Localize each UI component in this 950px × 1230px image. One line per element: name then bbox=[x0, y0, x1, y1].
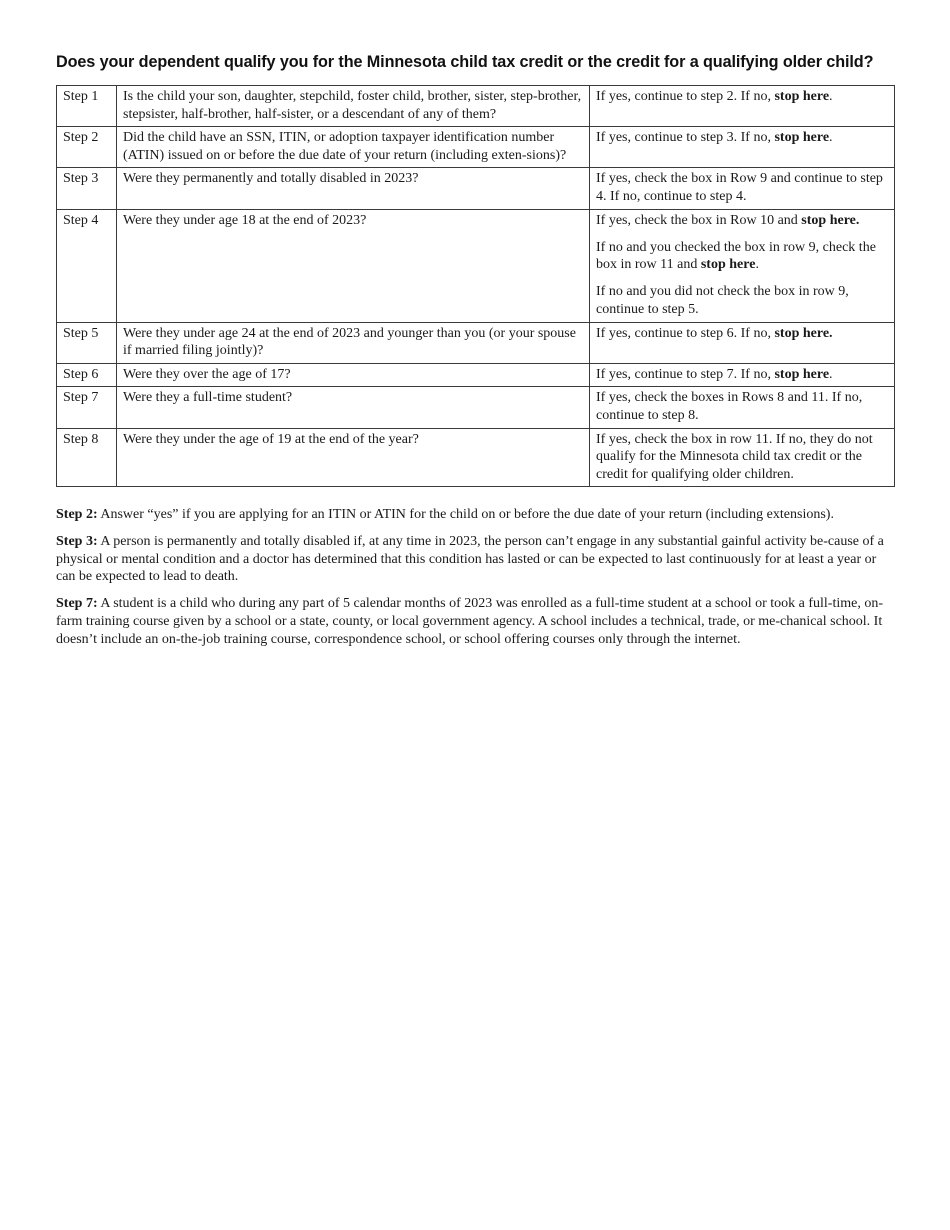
step-answer bbox=[590, 168, 895, 209]
step-notes bbox=[56, 506, 894, 658]
step-label: Step 4 bbox=[57, 209, 117, 322]
stop-here-text: stop here. bbox=[801, 212, 860, 228]
step-label: Step 1 bbox=[57, 86, 117, 127]
table-row bbox=[57, 86, 895, 127]
table-row bbox=[57, 322, 895, 363]
answer-text: If yes, continue to step 6. If no, bbox=[596, 325, 775, 341]
stop-here-text: stop here bbox=[774, 366, 830, 382]
step-note-label: Step 3: bbox=[56, 533, 98, 549]
answer-text: If yes, check the box in Row 10 and bbox=[596, 212, 802, 228]
step-note bbox=[56, 533, 894, 586]
step-question: Were they under age 24 at the end of 2023 and younger than you (or your spouse if married filing jointly)? bbox=[117, 322, 590, 363]
stop-here-text: stop here. bbox=[774, 325, 833, 341]
stop-here-text: stop here bbox=[774, 130, 830, 146]
step-question: Did the child have an SSN, ITIN, or adoption taxpayer identification number (ATIN) issued on or before the due date of your return (including exten-sions)? bbox=[117, 127, 590, 168]
step-question: Were they under the age of 19 at the end of the year? bbox=[117, 428, 590, 487]
step-answer bbox=[590, 127, 895, 168]
answer-paragraph bbox=[596, 366, 888, 384]
step-answer bbox=[590, 428, 895, 487]
step-label: Step 3 bbox=[57, 168, 117, 209]
answer-paragraph bbox=[596, 431, 888, 484]
table-row bbox=[57, 363, 895, 387]
step-note-text: A person is permanently and totally disabled if, at any time in 2023, the person can’t engage in any substantial gainful activity be-cause of a physical or mental condition and a doctor has determined that this condition has lasted or can be expected to last continuously for at least a year or can be expected to lead to death. bbox=[56, 533, 884, 585]
step-answer bbox=[590, 322, 895, 363]
answer-text: If no and you checked the box in row 9, check the box in row 11 and bbox=[596, 239, 876, 273]
step-answer bbox=[590, 363, 895, 387]
step-answer bbox=[590, 86, 895, 127]
step-question: Were they under age 18 at the end of 2023? bbox=[117, 209, 590, 322]
answer-text: . bbox=[755, 257, 759, 273]
step-note bbox=[56, 595, 894, 648]
answer-text: If yes, continue to step 3. If no, bbox=[596, 130, 775, 146]
answer-text: If yes, check the boxes in Rows 8 and 11. If no, continue to step 8. bbox=[596, 390, 863, 423]
answer-text: . bbox=[829, 130, 833, 146]
answer-text: . bbox=[829, 89, 833, 104]
step-label: Step 7 bbox=[57, 387, 117, 428]
page-title: Does your dependent qualify you for the Minnesota child tax credit or the credit for a qualifying older child? bbox=[56, 53, 874, 71]
step-note bbox=[56, 506, 894, 524]
table-row bbox=[57, 127, 895, 168]
step-answer bbox=[590, 387, 895, 428]
table-row bbox=[57, 168, 895, 209]
answer-paragraph bbox=[596, 283, 888, 318]
answer-paragraph bbox=[596, 389, 888, 424]
step-question: Were they over the age of 17? bbox=[117, 363, 590, 387]
steps-table-body bbox=[57, 86, 895, 487]
stop-here-text: stop here bbox=[700, 257, 756, 273]
table-row bbox=[57, 428, 895, 487]
step-question: Were they permanently and totally disabled in 2023? bbox=[117, 168, 590, 209]
answer-text: If no and you did not check the box in row 9, continue to step 5. bbox=[596, 284, 849, 317]
step-note-label: Step 2: bbox=[56, 507, 98, 522]
answer-text: If yes, check the box in Row 9 and continue to step 4. If no, continue to step 4. bbox=[596, 171, 883, 204]
answer-paragraph bbox=[596, 239, 888, 274]
answer-paragraph bbox=[596, 325, 888, 343]
step-note-text: Answer “yes” if you are applying for an ITIN or ATIN for the child on or before the due date of your return (including extensions). bbox=[97, 507, 834, 522]
answer-paragraph bbox=[596, 129, 888, 147]
step-question: Is the child your son, daughter, stepchild, foster child, brother, sister, step-brother, stepsister, half-brother, half-sister, or a descendant of any of them? bbox=[117, 86, 590, 127]
step-label: Step 2 bbox=[57, 127, 117, 168]
table-row bbox=[57, 209, 895, 322]
answer-paragraph bbox=[596, 88, 888, 106]
stop-here-text: stop here bbox=[774, 89, 830, 104]
answer-paragraph bbox=[596, 170, 888, 205]
answer-text: If yes, continue to step 2. If no, bbox=[596, 89, 775, 104]
step-label: Step 8 bbox=[57, 428, 117, 487]
answer-text: If yes, continue to step 7. If no, bbox=[596, 366, 775, 382]
answer-paragraph bbox=[596, 212, 888, 230]
step-label: Step 6 bbox=[57, 363, 117, 387]
step-note-label: Step 7: bbox=[56, 596, 98, 612]
qualification-steps-table bbox=[56, 85, 895, 487]
step-label: Step 5 bbox=[57, 322, 117, 363]
answer-text: If yes, check the box in row 11. If no, they do not qualify for the Minnesota child tax credit or the credit for qualifying older children. bbox=[596, 431, 873, 482]
answer-text: . bbox=[829, 366, 833, 382]
step-answer bbox=[590, 209, 895, 322]
step-question: Were they a full-time student? bbox=[117, 387, 590, 428]
step-note-text: A student is a child who during any part of 5 calendar months of 2023 was enrolled as a full-time student at a school or took a full-time, on-farm training course given by a school or a state, county, or local government agency. A school includes a technical, trade, or me-chanical school. It doesn’t include an on-the-job training course, correspondence school, or school offering courses only through the internet. bbox=[56, 596, 884, 647]
table-row bbox=[57, 387, 895, 428]
